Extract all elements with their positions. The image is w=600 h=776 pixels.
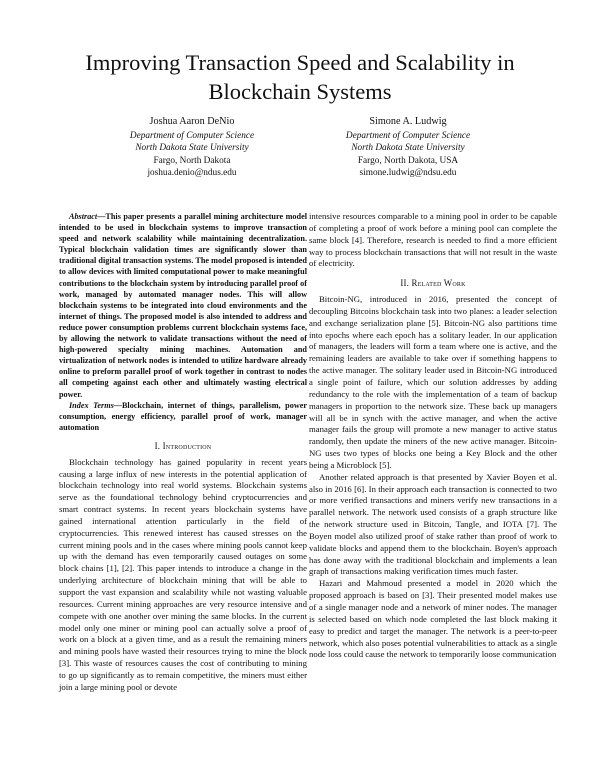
author-name: Joshua Aaron DeNio [149, 116, 235, 127]
introduction-paragraph: Blockchain technology has gained popularity in recent years causing a large influx of new interests in the potential application of blockchain technology into real world systems. Blockchain systems serve as the foundational technology behind cryptocurrencies and smart contract systems. In recent years blockchain systems have gained international attention particularly in the field of cryptocurrencies. This renewed interest has caused stresses on the current mining pools and in the cases where mining pools cannot keep up with the demand has even temporarily caused outages on some block chains [1], [2]. This paper intends to introduce a change in the underlying architecture of blockchain mining that will be able to support the vast expansion and scalability while not wasting valuable resources. Current mining approaches are very resource intensive and compete with one another over mining the same blocks. In the current model only one miner or mining pool can actually solve a proof of work on a block at a given time, and as a result the remaining miners and mining pools have wasted their resources trying to mine the block [3]. This waste of resources causes the cost of contributing to mining to go up significantly as to remain competitive, the miners must either join a large mining pool or devote [59, 456, 307, 692]
index-terms-text: —Blockchain, internet of things, parallelism, power consumption, energy efficiency, parallel proof of work, manager automation [59, 400, 307, 432]
author-email: simone.ludwig@ndsu.edu [359, 167, 457, 178]
author-name: Simone A. Ludwig [369, 116, 447, 127]
introduction-continuation: intensive resources comparable to a mining pool in order to be capable of completing a proof of work before a mining pool can complete the same block [4]. Therefore, research is needed to find a more efficient way to process blockchain transactions that will not result in the waste of electricity. [309, 211, 557, 269]
abstract-label: Abstract [69, 212, 98, 221]
left-column [59, 211, 307, 694]
author-location: Fargo, North Dakota [153, 155, 231, 166]
author-email: joshua.denio@ndus.edu [147, 167, 237, 178]
author-department: Department of Computer Science [129, 131, 255, 142]
author-department: Department of Computer Science [345, 131, 471, 142]
section-heading-related-work: II. Related Work [400, 278, 466, 289]
author-block-1 [77, 116, 307, 179]
abstract [59, 211, 307, 400]
author-university: North Dakota State University [351, 143, 465, 154]
related-work-paragraph: Hazari and Mahmoud presented a model in 2020 which the proposed approach is based on [3]. Their presented model makes use of a single manager node and a network of miner nodes. The manager is selected based on which node completed the last block making it easy to predict and target the manager. The network is a peer-to-peer network, which also poses potential vulnerabilities to attack as a single node loss could cause the network to temporarily loose communication [309, 578, 557, 660]
author-location: Fargo, North Dakota, USA [357, 155, 459, 166]
related-work-paragraph: Bitcoin-NG, introduced in 2016, presented the concept of decoupling Bitcoins blockchain task into two planes: a leader selection and exchange serialization plane [5]. Bitcoin-NG also partitions time into epochs where each epoch has a solitary leader. In our application of managers, the leaders will form a team where one is active, and the remaining leaders are available to take over if something happens to the active manager. The solitary leader used in Bitcoin-NG introduced a single point of failure, which our solution addresses by adding redundancy to the role with the implementation of a team of backup managers in proportion to the network size. These back up managers will all be in synch with the active manager, and when the active manager fails the group will promote a new manager to active status randomly, then update the miners of the new active manager. Bitcoin-NG uses two types of blocks one being a Key Block and the other being a Microblock [5]. [309, 294, 557, 470]
author-university: North Dakota State University [135, 143, 249, 154]
related-work-paragraph: Another related approach is that presented by Xavier Boyen et al. also in 2016 [6]. In their approach each transaction is connected to two or more verified transactions and miners verify new transactions in a parallel network. The network used consists of a graph structure like the network structure used in Bitcoin, Tangle, and IOTA [7]. The Boyen model also utilized proof of stake rather than proof of work to validate blocks and append them to the blockchain. Boyen's approach has done away with the traditional blockchain and implements a lean graph of transactions making verification times much faster. [309, 471, 557, 577]
author-block-2 [293, 116, 523, 179]
section-heading-introduction: I. Introduction [154, 440, 212, 451]
paper-title: Improving Transaction Speed and Scalability in Blockchain Systems [85, 50, 515, 104]
right-column [309, 211, 557, 661]
index-terms-label: Index Terms [69, 400, 114, 410]
index-terms [59, 400, 307, 433]
abstract-text: —This paper presents a parallel mining architecture model intended to be used in blockchain systems to improve transaction speed and network scalability while maintaining decentralization. Typical blockchain validation times are significantly slower than traditional digital transaction systems. The model proposed is intended to allow devices with limited computational power to make meaningful contributions to the blockchain system by introducing parallel proof of work, managed by automated manager nodes. This will allow blockchain systems to be integrated into cloud environments and the internet of things. The proposed model is also intended to address and reduce power consumption problems current blockchain systems face, by allowing the network to validate transactions without the need of high-powered specialty mining machines. Automation and virtualization of network nodes is intended to utilize hardware already online to preform parallel proof of work together in contrast to nodes all competing against each other and ultimately wasting electrical power. [59, 212, 307, 399]
